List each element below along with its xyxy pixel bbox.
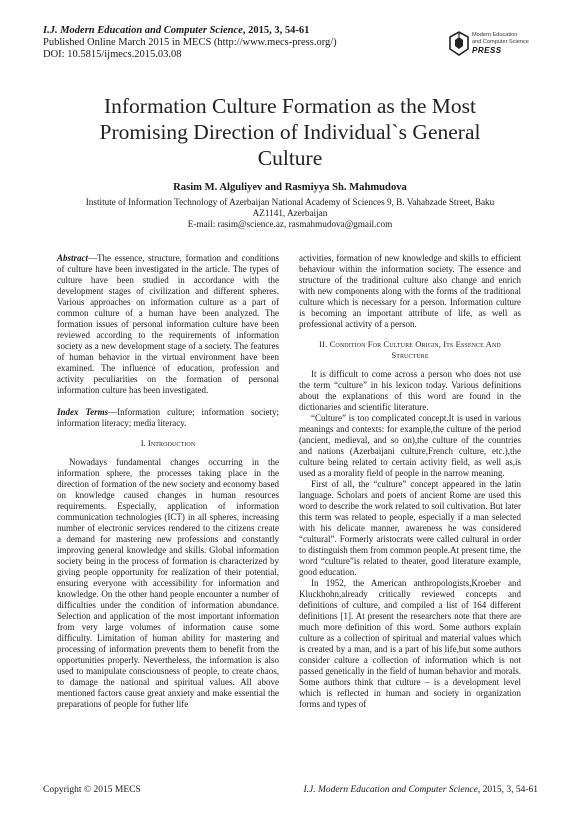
doi-line: DOI: 10.5815/ijmecs.2015.03.08 bbox=[43, 49, 182, 60]
index-terms-label: Index Terms bbox=[57, 407, 109, 417]
body-paragraph: It is difficult to come across a person who does not use the term “culture” in his lexicon today. Various definitions about the explanations of this word are found in the dictionaries and scientific literature. bbox=[299, 369, 521, 412]
journal-header bbox=[43, 25, 337, 61]
abstract bbox=[57, 253, 279, 396]
body-paragraph: First of all, the “culture” concept appeared in the latin language. Scholars and poets of ancient Rome are used this word to describe the work related to soil cultivation. But later this term was related to people, especially if a man selected with his delicate manner, awareness he was considered “cultural”. Formerly aristocrats were called cultural in order to distinguish them from common people.At present time, the word “culture”is related to theater, good literature example, good education. bbox=[299, 479, 521, 577]
logo-text-line1: Modern Education bbox=[472, 32, 518, 38]
left-column bbox=[57, 253, 279, 710]
section2-title-line1: II. Condition For Culture Origin, Its Essence And bbox=[319, 339, 501, 349]
abstract-label: Abstract bbox=[57, 253, 89, 263]
abstract-text: —The essence, structure, formation and conditions of culture have been investigated in the article. The types of culture have been studied in accordance with the development stages of civilization and different spheres. Various approaches on information culture as a part of common culture of a human have been analyzed. The formation issues of personal information culture have been reviewed according to the requirements of information society as a new development stage of a society. The features of human behavior in the virtual environment have been examined. The influence of education, profession and activity peculiarities on the formation of personal information culture has been investigated. bbox=[57, 253, 279, 395]
footer-copyright: Copyright © 2015 MECS bbox=[43, 785, 141, 795]
section2-title-line2: Structure bbox=[391, 350, 429, 360]
section-number: I. bbox=[140, 438, 146, 448]
logo-text bbox=[472, 32, 529, 45]
intro-paragraph: Nowadays fundamental changes occurring in the information sphere, the processes taking place in the direction of formation of the new society and economy based on knowledge caused changes in human resources requirements. Especially, application of information communication technologies (ICT) in all spheres, increasing number of electronic services rendered to the citizens create a demand for mastering new professions and constantly improving general knowledge and skills. Global information society being in the process of formation is characterized by giving people opportunity for realization of their potential, ensuring everyone with accessibility for information and knowledge. On the other hand people encounter a number of difficulties under the condition of information abundance. Selection and application of the most important information from very large volumes of information cause some difficulty. Limitation of human ability for mastering and processing of information prevents them to benefit from the opportunities properly. Nevertheless, the information is also used to manipulate consciousness of people, to create chaos, to damage the national and spiritual values. All above mentioned factors cause great anxiety and make essential the preparations of people for futher life bbox=[57, 457, 279, 709]
mecs-logo-icon bbox=[448, 31, 470, 57]
title-line-1: Information Culture Formation as the Most bbox=[103, 94, 477, 118]
journal-citation bbox=[43, 25, 337, 37]
body-paragraph: In 1952, the American anthropologists,Kroeber and Kluckhohn,already critically reviewed concepts and definitions of culture, and compiled a list of 164 different definitions [1]. At present the researchers note that there are much more definition of this word. Some authors explain culture as a collection of spiritual and material values which is created by a man, and is a part of his life,but some authors consider culture a collection of information which is not passed genetically in the field of human behavior and morals. Some authors think that culture – is a development level which is reflected in human and society in organization forms and types of bbox=[299, 578, 521, 709]
title-line-2: Promising Direction of Individual`s General bbox=[99, 120, 481, 144]
affiliation-line-1: Institute of Information Technology of Azerbaijan National Academy of Sciences 9, B. Vahabzade Street, Baku bbox=[85, 197, 495, 207]
right-column bbox=[299, 253, 521, 710]
footer-journal bbox=[303, 785, 538, 795]
footer-journal-name: I.J. Modern Education and Computer Science, bbox=[303, 785, 481, 795]
journal-name: I.J. Modern Education and Computer Science bbox=[43, 25, 243, 36]
title-line-3: Culture bbox=[257, 146, 323, 170]
affiliation-line-2: AZ1141, Azerbaijan bbox=[252, 208, 328, 218]
index-terms-text: —Information culture; information society; information literacy; media literacy. bbox=[57, 407, 279, 428]
footer-journal-issue: 2015, 3, 54-61 bbox=[480, 785, 538, 795]
section-title: Introduction bbox=[147, 438, 196, 448]
logo-text-line2: and Computer Science bbox=[472, 38, 529, 45]
section-heading-culture-origin bbox=[299, 339, 521, 361]
paper-authors: Rasim M. Alguliyev and Rasmiyya Sh. Mahmudova bbox=[173, 182, 407, 193]
mecs-press-logo bbox=[448, 23, 548, 67]
published-line: Published Online March 2015 in MECS (http://www.mecs-press.org/) bbox=[43, 37, 337, 48]
author-affiliation bbox=[60, 197, 520, 230]
section-heading-introduction bbox=[57, 438, 279, 449]
journal-issue: , 2015, 3, 54-61 bbox=[242, 25, 310, 36]
email-line: E-mail: rasim@science.az, rasmahmudova@gmail.com bbox=[187, 219, 393, 229]
logo-press-text: PRESS bbox=[472, 46, 502, 55]
index-terms bbox=[57, 407, 279, 429]
continuation-paragraph: activities, formation of new knowledge and skills to efficient behaviour within the information society. The essence and structure of the traditional culture also change and enrich with new components along with the forms of the traditional culture which is necessary for a person. Information culture is becoming an important attribute of life, as well as professional activity of a person. bbox=[299, 253, 521, 329]
paper-title bbox=[40, 93, 540, 171]
body-paragraph: “Culture” is too complicated concept.It is used in various meanings and contexts: for example,the culture of the period (ancient, medieval, and so on),the culture of the countries and nations (Azerbaijani culture,French culture, etc.),the culture being related to certain activity field, as well as,is used as a morality field of people in the narrow meaning. bbox=[299, 413, 521, 478]
